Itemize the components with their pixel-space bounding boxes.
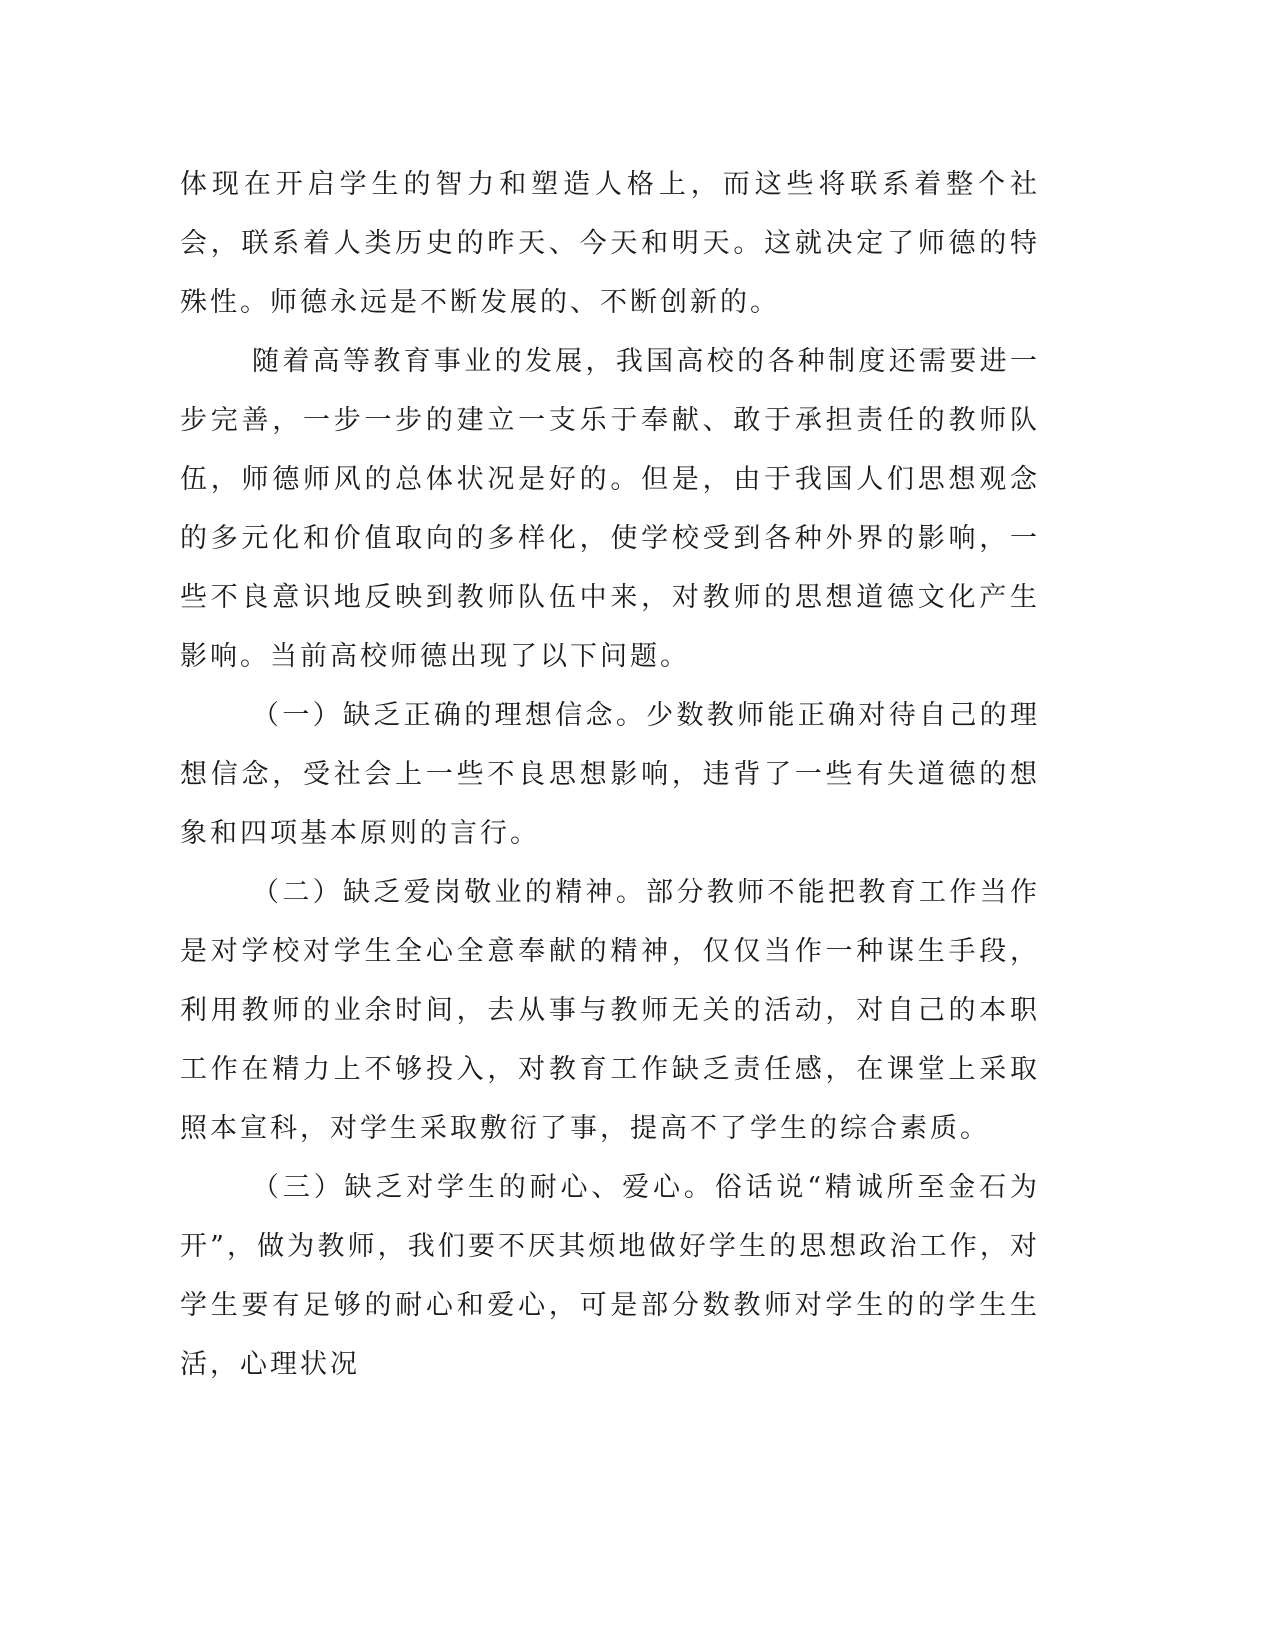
- paragraph-problem-three: （三）缺乏对学生的耐心、爱心。俗话说“精诚所至金石为开”，做为教师，我们要不厌其烦地做好学生的思想政治工作，对学生要有足够的耐心和爱心，可是部分数教师对学生的的学生生活，心理状况: [180, 1172, 1040, 1380]
- paragraph-problem-two: （二）缺乏爱岗敬业的精神。部分教师不能把教育工作当作是对学校对学生全心全意奉献的精神，仅仅当作一种谋生手段，利用教师的业余时间，去从事与教师无关的活动，对自己的本职工作在精力上不够投入，对教育工作缺乏责任感，在课堂上采取照本宣科，对学生采取敷衍了事，提高不了学生的综合素质。: [180, 877, 1040, 1144]
- document-body: [180, 155, 1040, 1394]
- paragraph-problem-one: （一）缺乏正确的理想信念。少数教师能正确对待自己的理想信念，受社会上一些不良思想影响，违背了一些有失道德的想象和四项基本原则的言行。: [180, 700, 1040, 849]
- paragraph-intro-problems: 随着高等教育事业的发展，我国高校的各种制度还需要进一步完善，一步一步的建立一支乐于奉献、敢于承担责任的教师队伍，师德师风的总体状况是好的。但是，由于我国人们思想观念的多元化和价值取向的多样化，使学校受到各种外界的影响，一些不良意识地反映到教师队伍中来，对教师的思想道德文化产生影响。当前高校师德出现了以下问题。: [180, 346, 1040, 672]
- paragraph-continuation: 体现在开启学生的智力和塑造人格上，而这些将联系着整个社会，联系着人类历史的昨天、今天和明天。这就决定了师德的特殊性。师德永远是不断发展的、不断创新的。: [180, 169, 1040, 318]
